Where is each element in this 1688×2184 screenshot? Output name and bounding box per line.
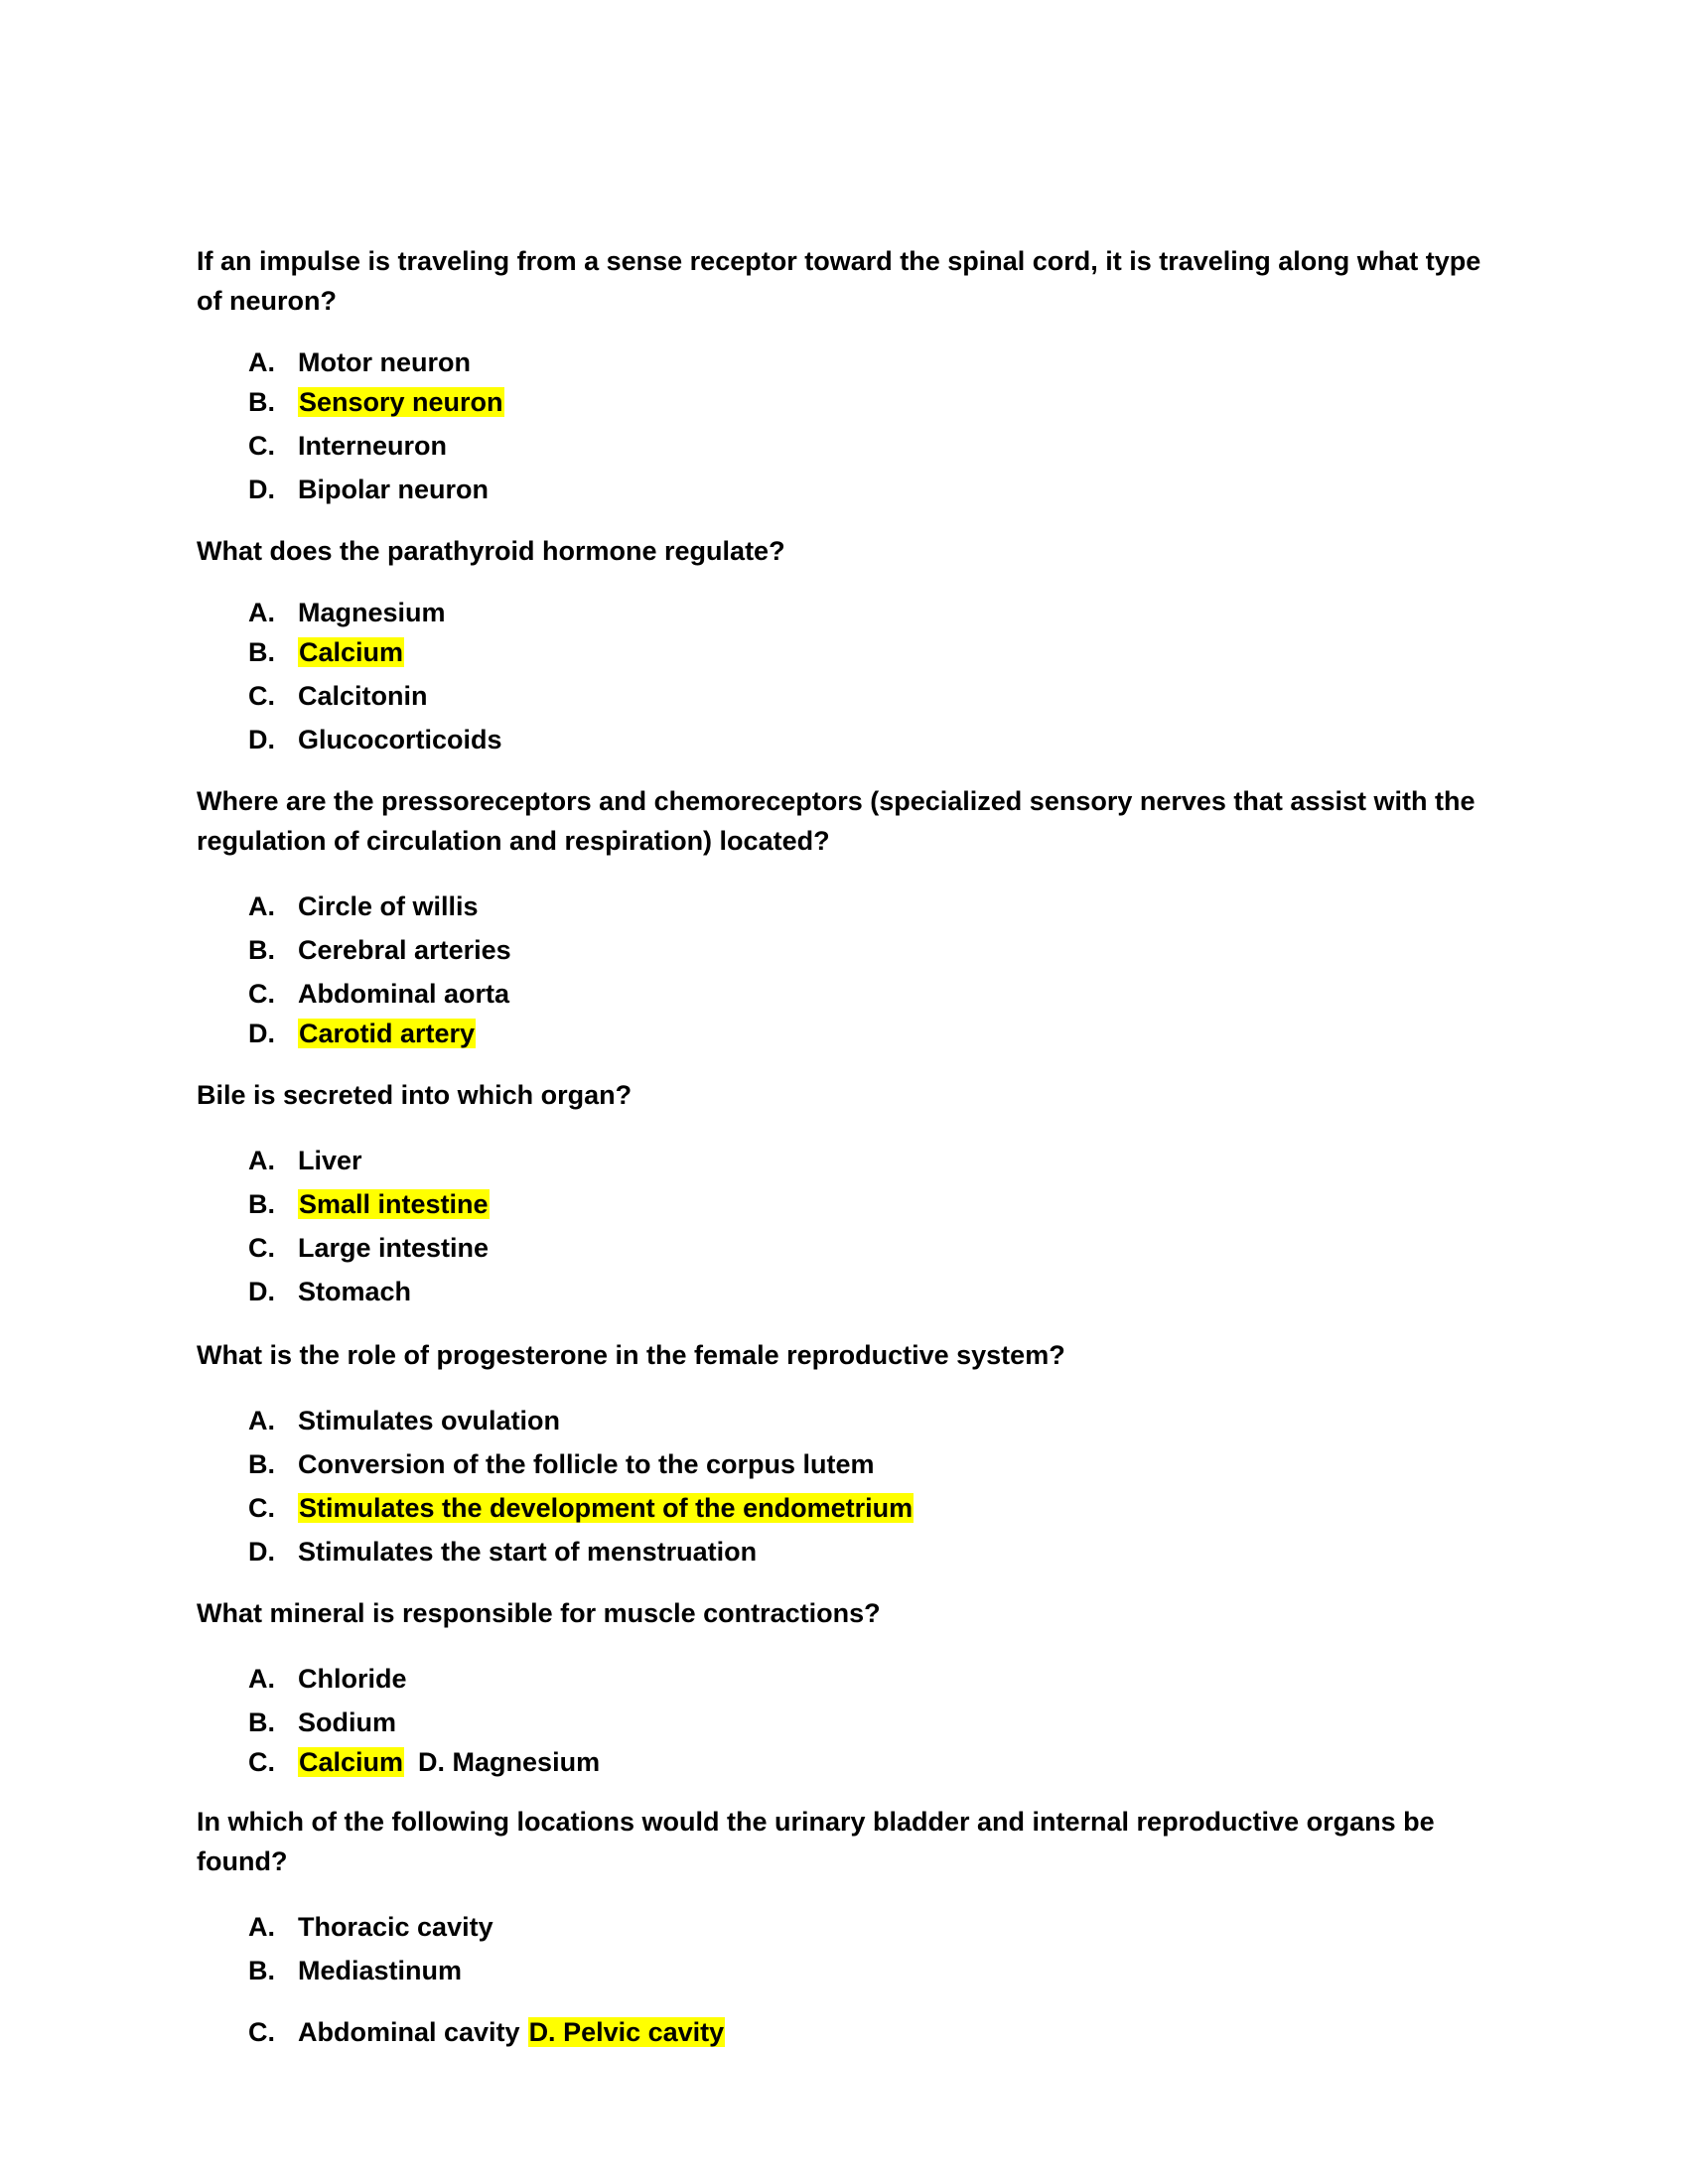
q7-option-d-highlighted[interactable]: D. Pelvic cavity bbox=[528, 2017, 725, 2047]
q1-option-d[interactable] bbox=[248, 471, 489, 509]
q4-option-b[interactable] bbox=[248, 1185, 490, 1224]
q5-option-c[interactable] bbox=[248, 1489, 914, 1528]
question-7-text: In which of the following locations would the urinary bladder and internal reproductive organs be bbox=[197, 1807, 1435, 1837]
option-letter: A. bbox=[248, 1146, 275, 1175]
q1-option-b[interactable] bbox=[248, 383, 504, 422]
option-letter: D. bbox=[248, 1537, 275, 1567]
option-text: Abdominal cavity bbox=[298, 2017, 520, 2047]
option-text: Motor neuron bbox=[298, 347, 471, 377]
q3-option-d[interactable] bbox=[248, 1015, 476, 1053]
option-letter: A. bbox=[248, 1406, 275, 1435]
option-text: Cerebral arteries bbox=[298, 935, 511, 965]
question-1-text-cont: of neuron? bbox=[197, 286, 337, 316]
q2-option-a[interactable] bbox=[248, 594, 446, 632]
option-letter: B. bbox=[248, 1189, 275, 1219]
option-text-highlighted: Calcium bbox=[299, 1747, 404, 1777]
question-5-text: What is the role of progesterone in the female reproductive system? bbox=[197, 1340, 1065, 1370]
option-letter: B. bbox=[248, 935, 275, 965]
option-text-highlighted: Carotid artery bbox=[299, 1019, 476, 1048]
q7-option-a[interactable] bbox=[248, 1908, 493, 1947]
q7-option-b[interactable] bbox=[248, 1952, 462, 1990]
option-text-highlighted: Calcium bbox=[299, 637, 404, 667]
option-text: Chloride bbox=[298, 1664, 407, 1694]
q4-option-d[interactable] bbox=[248, 1273, 411, 1311]
option-text: Liver bbox=[298, 1146, 362, 1175]
question-4-text: Bile is secreted into which organ? bbox=[197, 1080, 633, 1110]
q5-option-d[interactable] bbox=[248, 1533, 757, 1571]
option-letter: A. bbox=[248, 347, 275, 377]
option-letter: B. bbox=[248, 1956, 275, 1985]
option-text: Stimulates ovulation bbox=[298, 1406, 561, 1435]
option-letter: D. bbox=[248, 1277, 275, 1306]
option-text: Magnesium bbox=[298, 598, 446, 627]
option-text-highlighted: Sensory neuron bbox=[299, 387, 503, 417]
option-letter: C. bbox=[248, 979, 275, 1009]
option-letter: A. bbox=[248, 598, 275, 627]
q1-option-a[interactable] bbox=[248, 343, 471, 382]
q4-option-a[interactable] bbox=[248, 1142, 362, 1180]
option-letter: C. bbox=[248, 431, 275, 461]
question-1-text: If an impulse is traveling from a sense receptor toward the spinal cord, it is traveling along what type bbox=[197, 246, 1481, 276]
q6-option-d[interactable]: D. Magnesium bbox=[418, 1747, 601, 1777]
option-letter: B. bbox=[248, 637, 275, 667]
option-text: Sodium bbox=[298, 1707, 396, 1737]
option-letter: C. bbox=[248, 1493, 275, 1523]
q3-option-c[interactable] bbox=[248, 975, 509, 1014]
option-text: Stomach bbox=[298, 1277, 412, 1306]
option-letter: D. bbox=[248, 725, 275, 754]
option-letter: B. bbox=[248, 1449, 275, 1479]
q6-option-c[interactable] bbox=[248, 1743, 600, 1782]
option-letter: B. bbox=[248, 387, 275, 417]
q1-option-c[interactable] bbox=[248, 427, 447, 466]
option-letter: A. bbox=[248, 1664, 275, 1694]
q6-option-a[interactable] bbox=[248, 1660, 407, 1699]
option-letter: C. bbox=[248, 681, 275, 711]
question-3-text: Where are the pressoreceptors and chemoreceptors (specialized sensory nerves that assist with the bbox=[197, 786, 1476, 816]
q3-option-a[interactable] bbox=[248, 887, 479, 926]
option-letter: C. bbox=[248, 1233, 275, 1263]
option-letter: C. bbox=[248, 1747, 275, 1777]
question-3-text-cont: regulation of circulation and respiration) located? bbox=[197, 826, 830, 856]
option-letter: D. bbox=[248, 1019, 275, 1048]
question-6-text: What mineral is responsible for muscle contractions? bbox=[197, 1598, 881, 1628]
option-text: Mediastinum bbox=[298, 1956, 463, 1985]
q7-option-c[interactable] bbox=[248, 2013, 725, 2052]
q4-option-c[interactable] bbox=[248, 1229, 489, 1268]
option-letter: B. bbox=[248, 1707, 275, 1737]
option-text-highlighted: Stimulates the development of the endometrium bbox=[299, 1493, 914, 1523]
q5-option-b[interactable] bbox=[248, 1445, 875, 1484]
question-7-text-cont: found? bbox=[197, 1846, 288, 1876]
option-text: Conversion of the follicle to the corpus lutem bbox=[298, 1449, 875, 1479]
option-text: Abdominal aorta bbox=[298, 979, 510, 1009]
option-text: Interneuron bbox=[298, 431, 448, 461]
question-2-text: What does the parathyroid hormone regulate? bbox=[197, 536, 785, 566]
option-letter: D. bbox=[248, 475, 275, 504]
option-text: Circle of willis bbox=[298, 891, 479, 921]
option-text: Bipolar neuron bbox=[298, 475, 490, 504]
option-text: Large intestine bbox=[298, 1233, 490, 1263]
q6-option-b[interactable] bbox=[248, 1704, 396, 1742]
option-text-highlighted: Small intestine bbox=[299, 1189, 489, 1219]
q3-option-b[interactable] bbox=[248, 931, 511, 970]
q2-option-b[interactable] bbox=[248, 633, 404, 672]
option-letter: A. bbox=[248, 891, 275, 921]
q5-option-a[interactable] bbox=[248, 1402, 560, 1440]
option-letter: C. bbox=[248, 2017, 275, 2047]
q2-option-d[interactable] bbox=[248, 721, 502, 759]
option-text: Thoracic cavity bbox=[298, 1912, 493, 1942]
option-text: Stimulates the start of menstruation bbox=[298, 1537, 758, 1567]
option-text: Calcitonin bbox=[298, 681, 428, 711]
option-text: Glucocorticoids bbox=[298, 725, 502, 754]
q2-option-c[interactable] bbox=[248, 677, 428, 716]
option-letter: A. bbox=[248, 1912, 275, 1942]
